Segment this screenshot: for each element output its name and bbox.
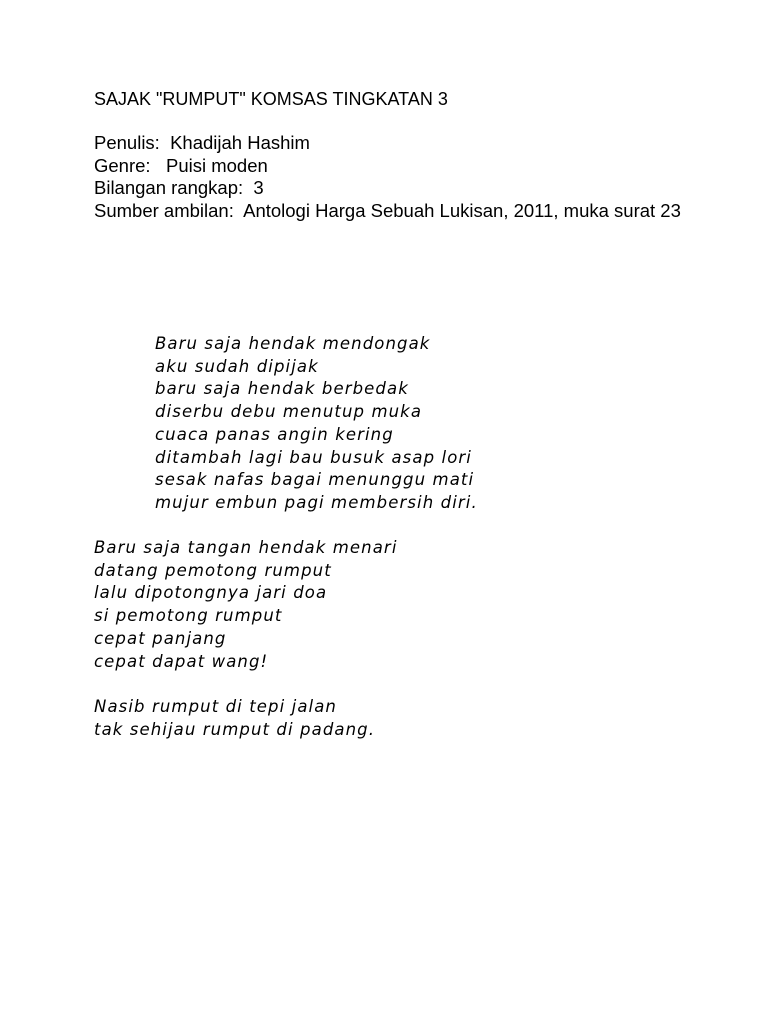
stanza-1 [155,333,478,515]
stanza-3 [94,696,375,741]
author-line: Penulis: Khadijah Hashim [94,132,310,153]
genre-line: Genre: Puisi moden [94,154,268,176]
poem-line: mujur embun pagi membersih diri. [155,492,478,512]
poem-metadata [94,132,694,222]
poem-line: baru saja hendak berbedak [155,379,409,399]
poem-line: cepat panjang [94,628,227,648]
poem-line: tak sehijau rumput di padang. [94,719,376,739]
poem-line: Baru saja tangan hendak menari [94,538,398,557]
poem-line: Nasib rumput di tepi jalan [94,697,337,716]
poem-line: lalu dipotongnya jari doa [94,583,328,603]
poem-line: datang pemotong rumput [94,560,332,580]
poem-line: cepat dapat wang! [94,651,269,671]
poem-line: ditambah lagi bau busuk asap lori [155,447,472,467]
poem-line: diserbu debu menutup muka [155,402,423,422]
poem-line: aku sudah dipijak [155,356,319,376]
poem-line: sesak nafas bagai menunggu mati [155,470,475,490]
poem-line: cuaca panas angin kering [155,424,394,444]
source-line: Sumber ambilan: Antologi Harga Sebuah Lukisan, 2011, muka surat 23 [94,199,681,221]
document-title: SAJAK "RUMPUT" KOMSAS TINGKATAN 3 [94,89,448,109]
stanza-2 [94,537,398,673]
poem-line: si pemotong rumput [94,606,283,626]
stanza-count-line: Bilangan rangkap: 3 [94,177,264,198]
poem-line: Baru saja hendak mendongak [155,334,431,353]
